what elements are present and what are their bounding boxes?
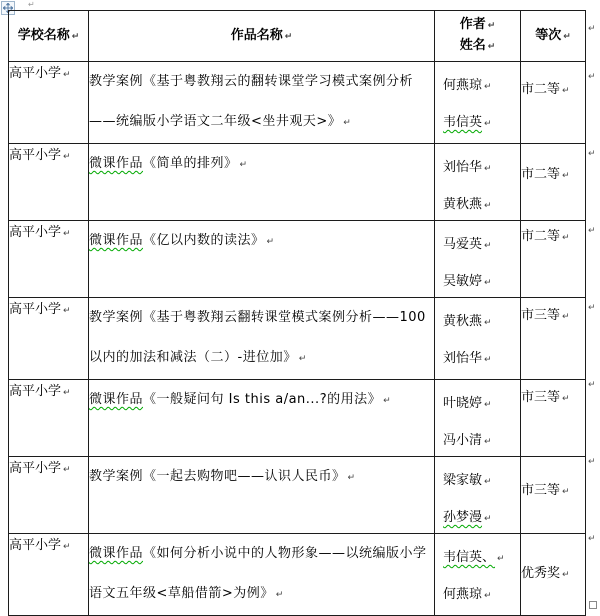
cell-end-mark-icon: ↵ [484,241,492,251]
author-name: 韦信英、 ↵ [443,550,505,565]
author-name: 黄秋燕 ↵ [443,197,492,212]
header-work-label: 作品名称 [230,27,283,43]
work-name: 教学案例《基于粤教翔云的翻转课堂学习模式案例分析——统编版小学语文二年级<坐井观天>》 [89,74,414,129]
grade-cell[interactable] [521,144,586,221]
author-list [435,457,520,531]
author-list [435,534,520,608]
author-cell[interactable] [435,298,521,380]
cell-end-mark-icon: ↵ [298,354,307,364]
header-author-line2: 姓名 [459,38,486,53]
author-cell[interactable] [435,457,521,534]
school-cell[interactable] [9,457,89,534]
cell-end-mark-icon: ↵ [487,21,496,31]
author-name: 冯小清 ↵ [443,433,492,448]
grade-cell[interactable] [521,534,586,616]
author-name: 叶晓婷 ↵ [443,396,492,411]
school-name: 高平小学 [9,384,62,399]
work-name: 教学案例《基于粤教翔云翻转课堂模式案例分析——100 以内的加法和减法（二）-进位加》 [89,310,426,365]
school-name: 高平小学 [9,302,62,317]
row-end-mark-icon: ↵ [588,149,596,159]
author-list [435,144,520,218]
author-name: 马爱英 ↵ [443,237,492,252]
author-cell[interactable] [435,144,521,221]
cell-end-mark-icon: ↵ [484,591,492,601]
row-end-mark-icon: ↵ [588,226,596,236]
cell-end-mark-icon: ↵ [562,570,570,580]
author-cell[interactable] [435,380,521,457]
row-end-mark-icon: ↵ [588,380,596,390]
header-school[interactable] [9,11,89,62]
header-work[interactable] [89,11,435,62]
work-name: 微课作品《一般疑问句 Is this a/an...?的用法》 [89,392,382,407]
school-cell[interactable] [9,380,89,457]
cell-end-mark-icon: ↵ [497,554,505,564]
header-author[interactable] [435,11,521,62]
cell-end-mark-icon: ↵ [484,119,492,129]
grade-cell[interactable] [521,298,586,380]
cell-end-mark-icon: ↵ [562,394,570,404]
table-row [9,380,586,457]
cell-end-mark-icon: ↵ [562,171,570,181]
grade-cell[interactable] [521,457,586,534]
author-name: 刘怡华 ↵ [443,160,492,175]
author-name: 何燕琼 ↵ [443,78,492,93]
grade-label: 市二等 [521,167,561,182]
table-row [9,144,586,221]
school-name: 高平小学 [9,148,62,163]
work-cell[interactable] [89,380,435,457]
cell-end-mark-icon: ↵ [484,82,492,92]
table-row [9,298,586,380]
table-row [9,457,586,534]
cell-end-mark-icon: ↵ [266,237,275,247]
school-cell[interactable] [9,534,89,616]
author-name: 孙梦漫 ↵ [443,510,492,525]
row-end-mark-icon: ↵ [588,303,596,313]
school-cell[interactable] [9,298,89,380]
grade-cell[interactable] [521,380,586,457]
table-row [9,221,586,298]
row-end-mark-icon: ↵ [588,457,596,467]
school-cell[interactable] [9,62,89,144]
cell-end-mark-icon: ↵ [562,233,570,243]
author-cell[interactable] [435,534,521,616]
cell-end-mark-icon: ↵ [562,312,570,322]
cell-end-mark-icon: ↵ [343,118,352,128]
grade-label: 市三等 [521,483,561,498]
school-name: 高平小学 [9,538,62,553]
cell-end-mark-icon: ↵ [484,514,492,524]
cell-end-mark-icon: ↵ [562,487,570,497]
grade-label: 市三等 [521,308,561,323]
grade-cell[interactable] [521,221,586,298]
cell-end-mark-icon: ↵ [63,388,71,398]
author-name: 何燕琼 ↵ [443,587,492,602]
table-row [9,534,586,616]
cell-end-mark-icon: ↵ [63,229,71,239]
cell-end-mark-icon: ↵ [63,306,71,316]
cell-end-mark-icon: ↵ [484,278,492,288]
cell-end-mark-icon: ↵ [284,31,293,42]
grade-label: 市二等 [521,82,561,97]
work-name: 教学案例《一起去购物吧——认识人民币》 [89,469,346,484]
cell-end-mark-icon: ↵ [563,31,571,42]
header-grade-label: 等次 [535,27,562,43]
table-resize-handle-icon[interactable] [589,601,597,609]
work-cell[interactable] [89,221,435,298]
school-name: 高平小学 [9,225,62,240]
cell-end-mark-icon: ↵ [484,318,492,328]
cell-end-mark-icon: ↵ [484,201,492,211]
work-cell[interactable] [89,62,435,144]
row-end-mark-icon: ↵ [588,72,596,82]
cell-end-mark-icon: ↵ [347,473,356,483]
author-cell[interactable] [435,62,521,144]
school-cell[interactable] [9,221,89,298]
work-name: 微课作品《亿以内数的读法》 [89,233,265,248]
author-name: 韦信英 ↵ [443,115,492,130]
school-cell[interactable] [9,144,89,221]
cell-end-mark-icon: ↵ [484,164,492,174]
work-cell[interactable] [89,144,435,221]
author-list [435,380,520,454]
cell-end-mark-icon: ↵ [239,160,248,170]
cell-end-mark-icon: ↵ [484,437,492,447]
author-list [435,221,520,295]
school-name: 高平小学 [9,461,62,476]
paragraph-mark-icon: ↵ [28,0,35,9]
work-cell[interactable] [89,298,435,380]
author-name: 刘怡华 ↵ [443,351,492,366]
author-list [435,62,520,136]
cell-end-mark-icon: ↵ [562,86,570,96]
header-author-line1: 作者 [459,17,486,32]
cell-end-mark-icon: ↵ [63,542,71,552]
work-name: 微课作品《如何分析小说中的人物形象——以统编版小学语文五年级<草船借箭>为例》 [89,546,427,601]
cell-end-mark-icon: ↵ [275,590,284,600]
cell-end-mark-icon: ↵ [484,355,492,365]
award-results-table [8,10,586,616]
cell-end-mark-icon: ↵ [63,152,71,162]
cell-end-mark-icon: ↵ [383,396,392,406]
author-list [435,298,520,372]
author-cell[interactable] [435,221,521,298]
row-end-mark-icon: ↵ [588,534,596,544]
school-name: 高平小学 [9,66,62,81]
cell-end-mark-icon: ↵ [484,400,492,410]
work-cell[interactable] [89,534,435,616]
cell-end-mark-icon: ↵ [487,42,496,52]
header-grade[interactable] [521,11,586,62]
grade-label: 优秀奖 [521,566,561,581]
author-name: 梁家敏 ↵ [443,473,492,488]
work-name: 微课作品《简单的排列》 [89,156,238,171]
cell-end-mark-icon: ↵ [71,31,80,42]
grade-cell[interactable] [521,62,586,144]
table-row [9,62,586,144]
header-row [9,11,586,62]
cell-end-mark-icon: ↵ [484,477,492,487]
work-cell[interactable] [89,457,435,534]
cell-end-mark-icon: ↵ [63,70,71,80]
grade-label: 市三等 [521,390,561,405]
author-name: 吴敏婷 ↵ [443,274,492,289]
cell-end-mark-icon: ↵ [63,465,71,475]
header-school-label: 学校名称 [17,27,70,43]
grade-label: 市二等 [521,229,561,244]
row-end-mark-icon: ↵ [588,24,596,34]
author-name: 黄秋燕 ↵ [443,314,492,329]
